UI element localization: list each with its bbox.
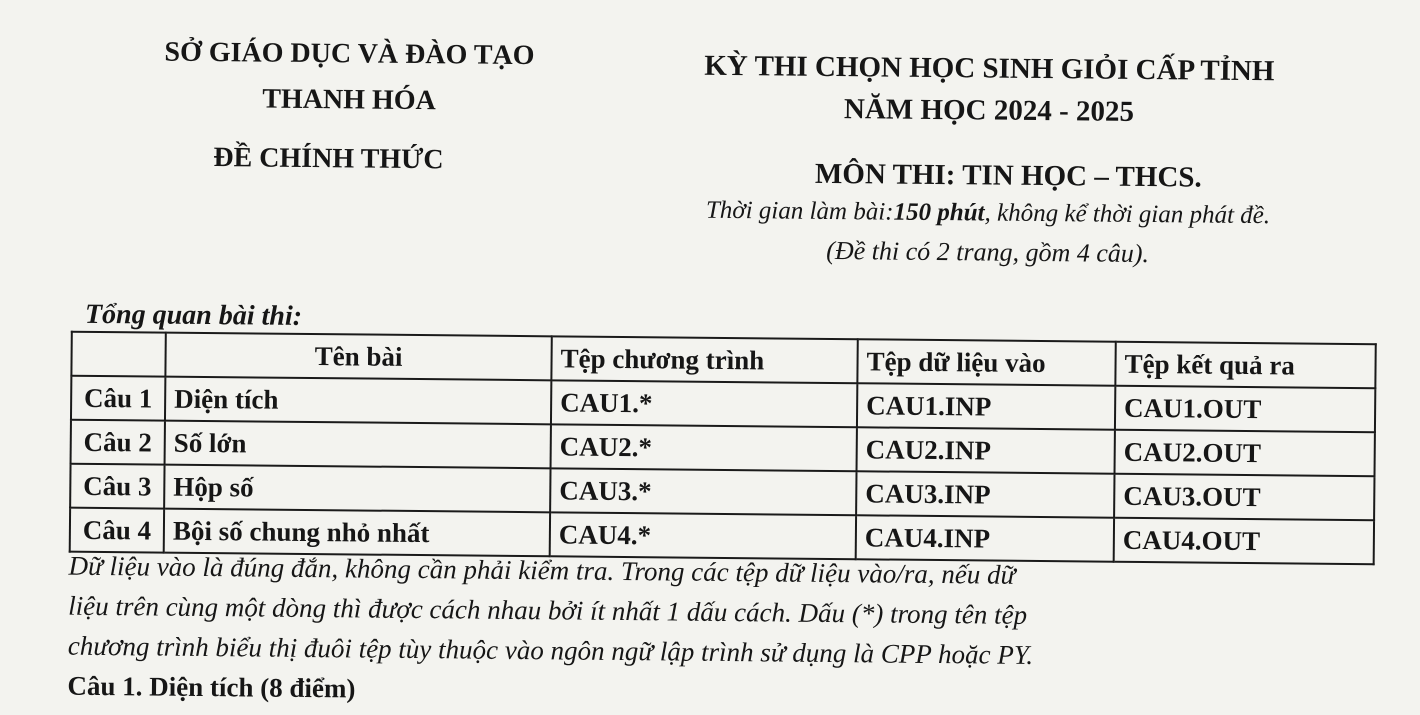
subject-line: MÔN THI: TIN HỌC – THCS. [814, 157, 1202, 194]
organization-header [119, 29, 580, 125]
school-year: NĂM HỌC 2024 - 2025 [843, 93, 1135, 128]
time-prefix: Thời gian làm bài: [705, 196, 894, 226]
output-file: CAU1.OUT [1115, 386, 1375, 432]
pages-note: (Đề thi có 2 trang, gồm 4 câu). [826, 235, 1150, 269]
input-file: CAU1.INP [857, 383, 1115, 429]
column-header: Tệp kết quả ra [1115, 342, 1375, 388]
organization-name: SỞ GIÁO DỤC VÀ ĐÀO TẠO [164, 36, 535, 72]
problem-name: Hộp số [164, 465, 550, 513]
input-file: CAU2.INP [857, 427, 1115, 473]
time-value: 150 phút [893, 198, 985, 227]
column-header [71, 332, 165, 377]
program-file: CAU3.* [550, 468, 856, 515]
time-line [558, 195, 1418, 231]
instructions [68, 546, 1369, 678]
program-file: CAU2.* [551, 424, 857, 471]
question-number: Câu 2 [71, 420, 165, 465]
exam-title: KỲ THI CHỌN HỌC SINH GIỎI CẤP TỈNH [704, 49, 1275, 88]
overview-title: Tổng quan bài thi: [84, 298, 303, 332]
overview-table [69, 331, 1377, 566]
problem-name: Bội số chung nhỏ nhất [164, 509, 550, 557]
program-file: CAU4.* [550, 512, 856, 559]
question-heading: Câu 1. Diện tích (8 điểm) [67, 670, 356, 704]
column-header: Tệp chương trình [551, 336, 857, 383]
column-header: Tệp dữ liệu vào [857, 339, 1115, 385]
question-number: Câu 4 [70, 508, 164, 553]
input-file: CAU4.INP [856, 515, 1114, 561]
instruction-line: liệu trên cùng một dòng thì được cách nhau bởi ít nhất 1 dấu cách. Dấu (*) trong tên tệp [68, 590, 1028, 630]
question-number: Câu 3 [70, 464, 164, 509]
output-file: CAU3.OUT [1114, 474, 1374, 520]
program-file: CAU1.* [551, 380, 857, 427]
question-number: Câu 1 [71, 376, 165, 421]
output-file: CAU4.OUT [1114, 518, 1374, 564]
column-header: Tên bài [165, 333, 551, 381]
problem-name: Diện tích [165, 377, 551, 425]
province-name: THANH HÓA [262, 83, 436, 117]
output-file: CAU2.OUT [1115, 430, 1375, 476]
instruction-line: Dữ liệu vào là đúng đắn, không cần phải kiểm tra. Trong các tệp dữ liệu vào/ra, nếu dữ [68, 550, 1016, 590]
problem-name: Số lớn [165, 421, 551, 469]
input-file: CAU3.INP [856, 471, 1114, 517]
instruction-line: chương trình biểu thị đuôi tệp tùy thuộc vào ngôn ngữ lập trình sử dụng là CPP hoặc PY. [67, 630, 1034, 670]
official-label: ĐỀ CHÍNH THỨC [213, 142, 444, 176]
time-suffix: , không kể thời gian phát đề. [984, 199, 1271, 230]
exam-header [639, 44, 1340, 135]
